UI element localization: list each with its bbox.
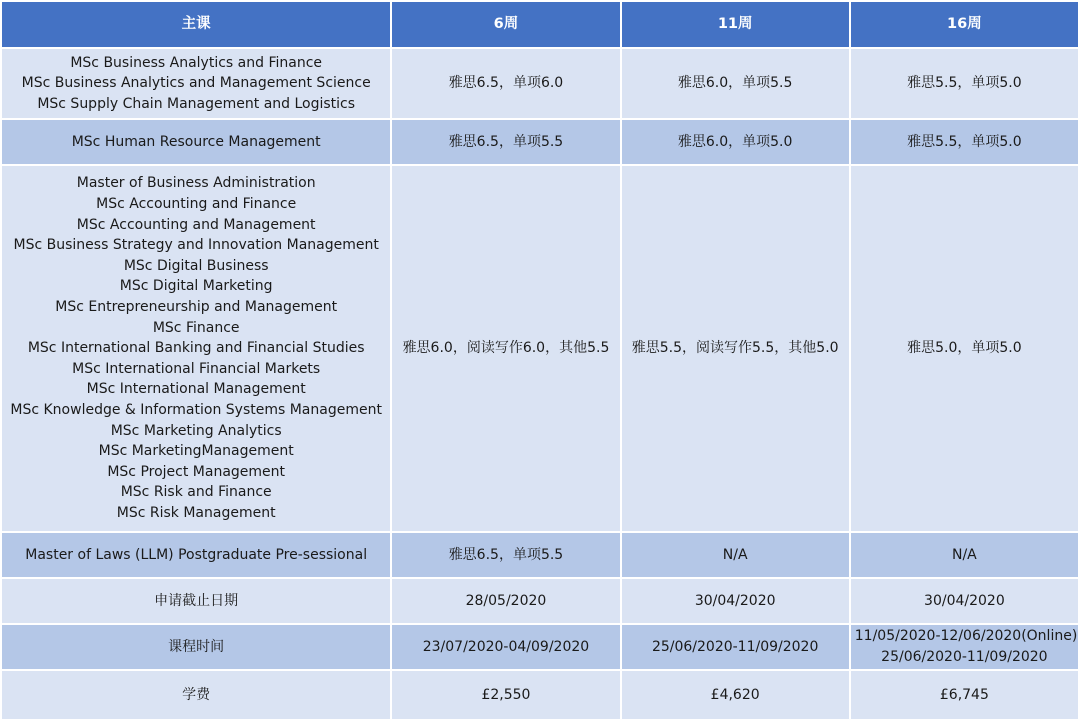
course-name: MSc Accounting and Management	[76, 216, 316, 233]
header-16-weeks: 16周	[850, 1, 1079, 48]
schedule-16-weeks-online: 11/05/2020-12/06/2020(Online)	[854, 628, 1078, 645]
fee-row	[1, 670, 1079, 720]
course-name: Master of Business Administration	[76, 175, 316, 192]
requirement-11-weeks: 雅思5.5，阅读写作5.5，其他5.0	[621, 165, 850, 532]
requirement-11-weeks: 雅思6.0，单项5.0	[621, 119, 850, 165]
requirement-6-weeks: 雅思6.5，单项6.0	[391, 48, 620, 119]
requirement-16-weeks: N/A	[850, 532, 1079, 578]
course-name: MSc International Banking and Financial Studies	[27, 340, 365, 357]
deadline-11-weeks: 30/04/2020	[621, 578, 850, 624]
fee-6-weeks: £2,550	[391, 670, 620, 720]
course-name: MSc Business Analytics and Finance	[70, 54, 323, 71]
schedule-11-weeks: 25/06/2020-11/09/2020	[621, 624, 850, 670]
course-name: MSc MarketingManagement	[98, 443, 294, 460]
course-name: MSc Risk Management	[116, 504, 276, 521]
requirement-6-weeks: 雅思6.0，阅读写作6.0，其他5.5	[391, 165, 620, 532]
header-course: 主课	[1, 1, 391, 48]
course-name: MSc Marketing Analytics	[110, 422, 282, 439]
deadline-label: 申请截止日期	[1, 578, 391, 624]
course-name: MSc Business Strategy and Innovation Management	[13, 237, 379, 254]
course-name: MSc Business Analytics and Management Science	[21, 75, 371, 92]
requirement-11-weeks: 雅思6.0，单项5.5	[621, 48, 850, 119]
requirement-6-weeks: 雅思6.5，单项5.5	[391, 119, 620, 165]
header-6-weeks: 6周	[391, 1, 620, 48]
course-name: MSc Knowledge & Information Systems Management	[10, 401, 382, 418]
table-row	[1, 119, 1079, 165]
fee-label: 学费	[1, 670, 391, 720]
requirement-16-weeks: 雅思5.0，单项5.0	[850, 165, 1079, 532]
course-cell	[1, 119, 391, 165]
requirement-11-weeks: N/A	[621, 532, 850, 578]
course-name: MSc Human Resource Management	[71, 133, 321, 150]
course-name: MSc International Management	[86, 381, 306, 398]
schedule-6-weeks: 23/07/2020-04/09/2020	[391, 624, 620, 670]
course-name: MSc Supply Chain Management and Logistics	[37, 95, 356, 112]
course-name: MSc Digital Business	[123, 257, 269, 274]
course-name: MSc Finance	[152, 319, 240, 336]
course-name: Master of Laws (LLM) Postgraduate Pre-sessional	[25, 546, 368, 563]
course-name: MSc Risk and Finance	[120, 484, 272, 501]
schedule-row	[1, 624, 1079, 670]
deadline-6-weeks: 28/05/2020	[391, 578, 620, 624]
requirement-16-weeks: 雅思5.5，单项5.0	[850, 119, 1079, 165]
course-name: MSc Accounting and Finance	[96, 196, 297, 213]
header-row	[1, 1, 1079, 48]
course-name: MSc International Financial Markets	[72, 360, 321, 377]
schedule-16-weeks	[850, 624, 1079, 670]
requirement-6-weeks: 雅思6.5，单项5.5	[391, 532, 620, 578]
course-cell	[1, 532, 391, 578]
fee-16-weeks: £6,745	[850, 670, 1079, 720]
schedule-16-weeks-campus: 25/06/2020-11/09/2020	[881, 649, 1048, 665]
table-row	[1, 165, 1079, 532]
deadline-row	[1, 578, 1079, 624]
header-11-weeks: 11周	[621, 1, 850, 48]
requirement-16-weeks: 雅思5.5，单项5.0	[850, 48, 1079, 119]
table-row	[1, 532, 1079, 578]
course-cell	[1, 48, 391, 119]
schedule-label: 课程时间	[1, 624, 391, 670]
deadline-16-weeks: 30/04/2020	[850, 578, 1079, 624]
fee-11-weeks: £4,620	[621, 670, 850, 720]
course-name: MSc Entrepreneurship and Management	[55, 299, 338, 316]
table-row	[1, 48, 1079, 119]
course-name: MSc Project Management	[107, 463, 286, 480]
course-cell	[1, 165, 391, 532]
course-name: MSc Digital Marketing	[119, 278, 273, 295]
